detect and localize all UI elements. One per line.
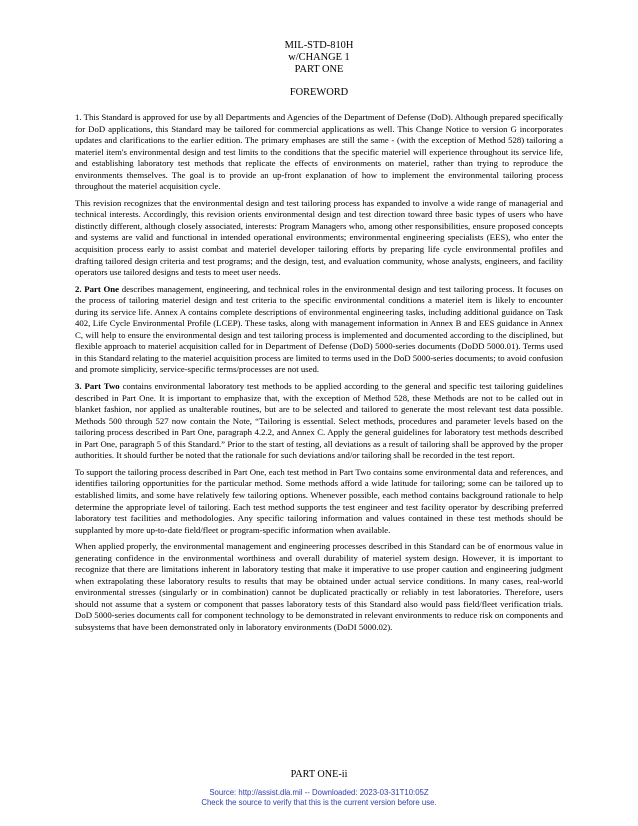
paragraph-2 [75,198,563,279]
paragraph-text: contains environmental laboratory test methods to be applied according to the general and specific test tailoring guidelines described in Part One. It is important to emphasize that, with the exception of Method 528, these Methods are not to be called out in blanket fashion, nor applied as unalterable routines, but are to be selected and tailored to generate the most relevant test data possible. Methods 500 through 527 now contain the Note, “Tailoring is essential. Select methods, procedures and parameter levels based on the tailoring process described in Part One, paragraph 4.2.2, and Annex C. Apply the general guidelines for laboratory test methods described in Part One, paragraph 5 of this Standard.” Prior to the start of testing, all deviations as a result of tailoring shall be approved by the proper authorities. It should further be noted that the rationale for such deviations and/or tailoring shall be recorded in the test report. [75,381,563,461]
verify-line: Check the source to verify that this is the current version before use. [201,798,437,808]
document-id: MIL-STD-810H [284,40,354,51]
paragraph-text: describes management, engineering, and technical roles in the environmental design and test tailoring process. It focuses on the process of tailoring materiel design and test criteria to the specific environmental conditions a materiel item is likely to encounter during its service life. Annex A contains complete descriptions of environmental engineering tasks, including additional guidance on Task 402, Life Cycle Environmental Profile (LCEP). These tasks, along with management information in Annex B and EES guidance in Annex C, will help to ensure the environmental design and test tailoring process is implemented and documented according to the disciplined, but flexible approach to materiel acquisition called for in Department of Defense (DoD) 5000-series documents (DoDD 5000.01). Terms used in this Standard relating to the materiel acquisition process are limited to terms used in the DoD 5000-series documents; to avoid confusion and promote simplicity, service-specific terms/processes are not used. [75,283,564,375]
source-notice [0,788,638,808]
paragraph-1 [75,112,563,193]
document-header [0,40,638,76]
foreword-body [75,112,563,639]
paragraph-text: This revision recognizes that the environmental design and test tailoring process has expanded to involve a wide range of managerial and technical interests. Accordingly, this revision orients environmental design and test direction toward three basic types of users who have distinctly different, although closely associated, interests: Program Managers who, among other responsibilities, ensure proposed concepts and systems are valid and functional in intended operational environments; environmental engineering specialists (EES), who enter the acquisition process early to assist combat and materiel developer tailoring efforts by preparing life cycle environmental profiles and drafting tailored design criteria and test programs; and the design, test, and evaluation community, whose analysts, engineers, and facility operators use tailored designs and tests to meet user needs. [75,197,563,278]
source-line: Source: http://assist.dla.mil -- Downloaded: 2023-03-31T10:05Z [209,788,429,797]
section-title: FOREWORD [289,87,349,98]
paragraph-lead: 2. Part One [75,283,120,294]
paragraph-text: 1. This Standard is approved for use by all Departments and Agencies of the Department of Defense (DoD). Although prepared specifically for DoD applications, this Standard may be tailored for commercial applications as well. This Change Notice to version G incorporates updates and clarifications to the earlier edition. The primary emphases are still the same - (with the exception of Method 528) tailoring a materiel item's environmental design and test limits to the conditions that the specific materiel will experience throughout its service life, and establishing laboratory test methods that replicate the effects of environments on materiel, rather than trying to reproduce the environments themselves. The goal is to provide an up-front explanation of how to implement the environmental tailoring process throughout the materiel acquisition cycle. [75,112,563,192]
part-label: PART ONE [294,64,344,75]
paragraph-text: To support the tailoring process described in Part One, each test method in Part Two contains some environmental data and references, and identifies tailoring opportunities for the particular method. Some methods afford a wide latitude for tailoring; some can be tailored up to established limits, and some have relatively few tailoring options. Whenever possible, each method contains background rationale to help determine the appropriate level of tailoring. Each test method supports the test engineer and test facility operator by describing preferred laboratory test facilities and methodologies. Any specific tailoring information and values contained in these test methods should be supplanted by more up-to-date field/fleet or program-specific information when available. [75,466,563,535]
paragraph-part-two [75,381,563,462]
change-notice: w/CHANGE 1 [288,52,350,63]
paragraph-6 [75,541,563,633]
paragraph-part-one [75,284,563,376]
paragraph-5 [75,467,563,536]
paragraph-text: When applied properly, the environmental management and engineering processes described in this Standard can be of enormous value in generating confidence in the environmental worthiness and overall durability of materiel system design. However, it is important to recognize that there are limitations inherent in laboratory testing that make it imperative to use proper caution and engineering judgment when extrapolating these laboratory results to results that may be obtained under actual service conditions. In many cases, real-world environmental stresses (singularly or in combination) cannot be duplicated practically or reliably in test laboratories. Therefore, users should not assume that a system or component that passes laboratory tests of this Standard also would pass field/fleet verification trials. DoD 5000-series documents call for component technology to be demonstrated in relevant environments to reduce risk on components and subsystems that have been demonstrated only in laboratory environments (DoDI 5000.02). [75,541,563,632]
page-number: PART ONE-ii [290,769,348,780]
paragraph-lead: 3. Part Two [75,381,120,392]
